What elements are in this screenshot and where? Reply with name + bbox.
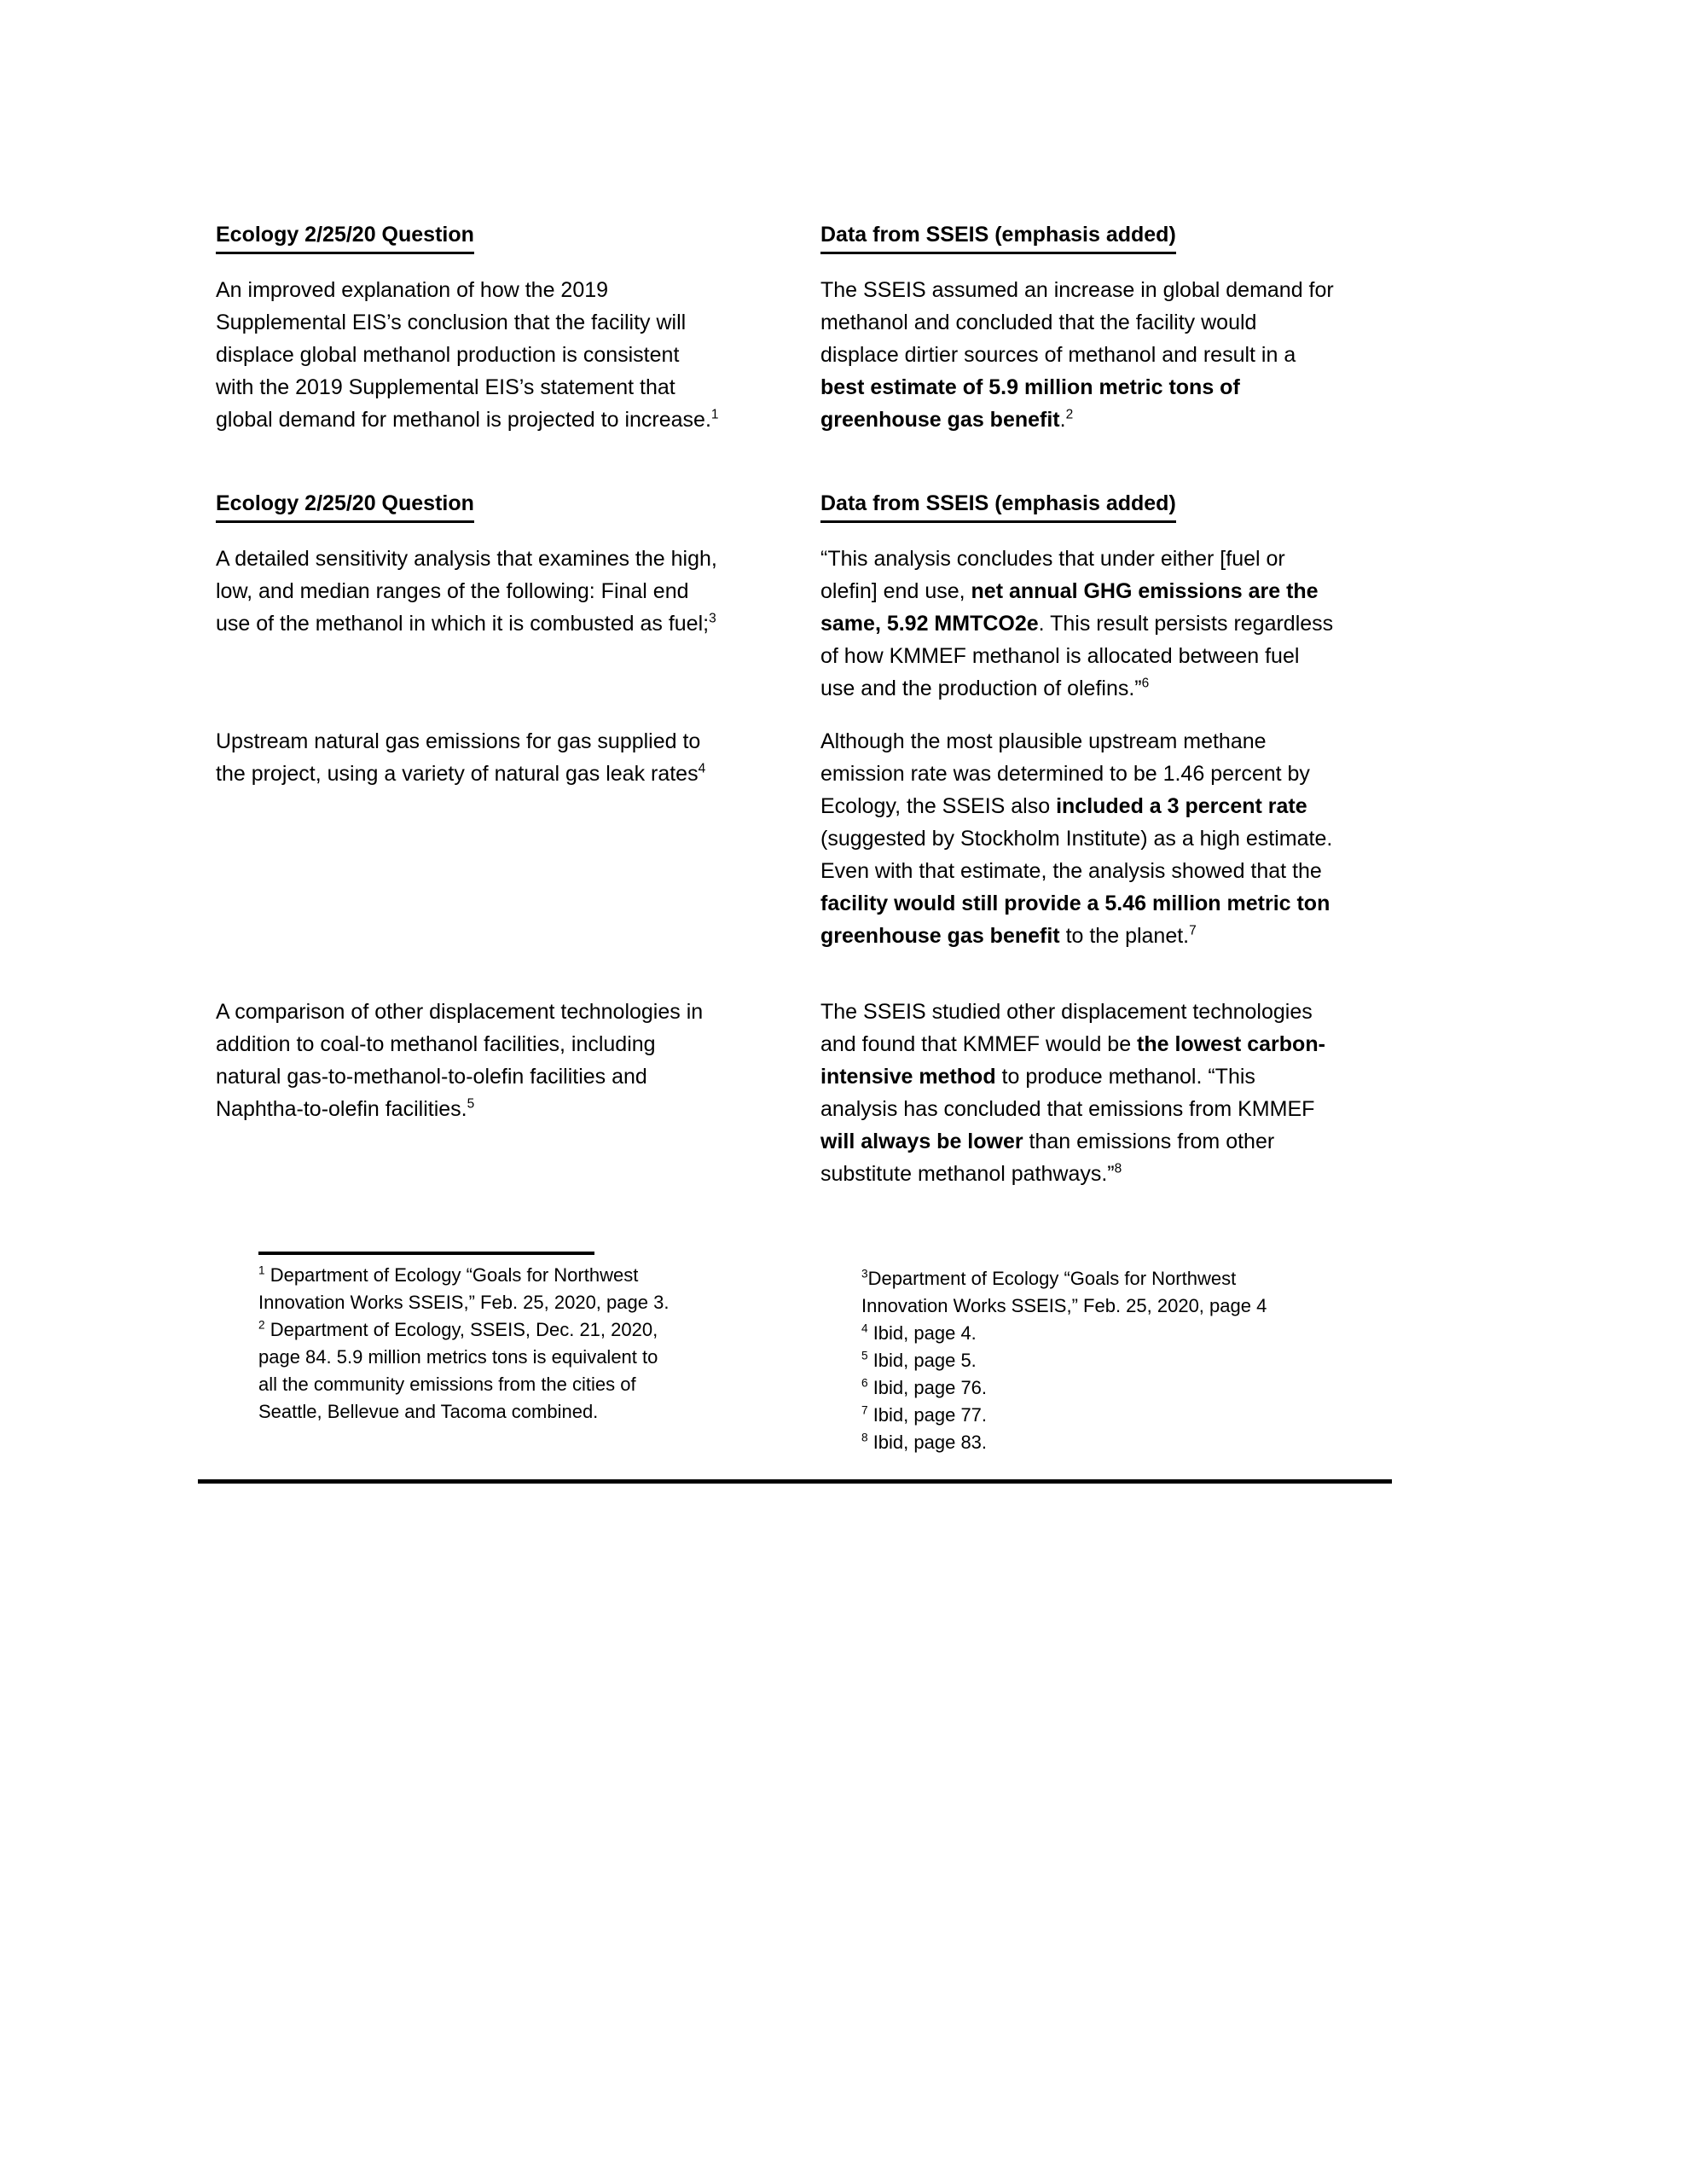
- text-line: Innovation Works SSEIS,” Feb. 25, 2020, page 3.: [258, 1292, 670, 1313]
- text-line: use of the methanol in which it is combusted as fuel;$^3$: [216, 611, 716, 636]
- sseis-heading-1-text: Data from SSEIS (emphasis added): [820, 218, 1176, 254]
- text-line: $^4$ Ibid, page 4.: [861, 1321, 977, 1344]
- text-line: substitute methanol pathways.”$^8$: [820, 1161, 1122, 1186]
- question-heading-2-text: Ecology 2/25/20 Question: [216, 487, 474, 523]
- footnote-reference: 3: [709, 611, 716, 626]
- footnotes-right: [861, 1265, 1407, 1456]
- footnote-reference: 4: [861, 1321, 868, 1335]
- text-line: low, and median ranges of the following: Final end: [216, 579, 689, 603]
- text-line: global demand for methanol is projected to increase.$^1$: [216, 407, 719, 432]
- text-line: Ecology, the SSEIS also included a 3 percent rate: [820, 794, 1307, 818]
- text-line: addition to coal-to methanol facilities, including: [216, 1032, 656, 1056]
- question-paragraph-1: [216, 274, 813, 436]
- text-line: will always be lower than emissions from other: [820, 1130, 1275, 1153]
- footnote-reference: 4: [698, 761, 706, 776]
- text-line: $^8$ Ibid, page 83.: [861, 1431, 988, 1453]
- sseis-heading-1: [820, 218, 1417, 254]
- sseis-heading-2-text: Data from SSEIS (emphasis added): [820, 487, 1176, 523]
- sseis-paragraph-4: [820, 996, 1417, 1190]
- text-line: olefin] end use, net annual GHG emissions are the: [820, 579, 1319, 603]
- text-line: Seattle, Bellevue and Tacoma combined.: [258, 1401, 599, 1422]
- text-line: Naphtha-to-olefin facilities.$^5$: [216, 1096, 475, 1121]
- footnote-reference: 8: [1114, 1161, 1122, 1176]
- footnote-reference: 2: [1065, 407, 1074, 422]
- question-heading-1-text: Ecology 2/25/20 Question: [216, 218, 474, 254]
- footnote-reference: 1: [258, 1263, 265, 1277]
- text-line: the project, using a variety of natural gas leak rates$^4$: [216, 761, 706, 786]
- page-bottom-rule: [198, 1479, 1392, 1484]
- text-line: A detailed sensitivity analysis that examines the high,: [216, 547, 717, 571]
- text-line: $^3$Department of Ecology “Goals for Northwest: [861, 1267, 1237, 1289]
- text-line: greenhouse gas benefit to the planet.$^7$: [820, 923, 1197, 948]
- text-line: displace global methanol production is consistent: [216, 343, 680, 367]
- text-line: $^5$ Ibid, page 5.: [861, 1349, 977, 1371]
- question-heading-2: [216, 487, 813, 523]
- footnote-reference: 2: [258, 1318, 265, 1332]
- sseis-paragraph-1: [820, 274, 1417, 436]
- sseis-paragraph-3: [820, 725, 1417, 952]
- footnotes-left: [258, 1262, 804, 1426]
- text-line: (suggested by Stockholm Institute) as a high estimate.: [820, 827, 1333, 851]
- text-line: and found that KMMEF would be the lowest carbon-: [820, 1032, 1325, 1056]
- text-line: greenhouse gas benefit.$^2$: [820, 407, 1074, 432]
- text-line: $^6$ Ibid, page 76.: [861, 1376, 988, 1398]
- text-line: The SSEIS assumed an increase in global demand for: [820, 278, 1334, 302]
- text-line: Upstream natural gas emissions for gas supplied to: [216, 729, 701, 753]
- footnote-reference: 3: [861, 1267, 868, 1281]
- footnote-reference: 1: [710, 407, 719, 422]
- text-line: $^7$ Ibid, page 77.: [861, 1403, 988, 1426]
- text-line: with the 2019 Supplemental EIS’s statement that: [216, 375, 675, 399]
- text-line: A comparison of other displacement technologies in: [216, 1000, 704, 1024]
- footnote-reference: 7: [1189, 923, 1197, 938]
- text-line: use and the production of olefins.”$^6$: [820, 676, 1150, 700]
- question-heading-1: [216, 218, 813, 254]
- footnote-separator-rule: [258, 1252, 594, 1255]
- question-paragraph-4: [216, 996, 813, 1125]
- text-line: The SSEIS studied other displacement technologies: [820, 1000, 1313, 1024]
- text-line: Innovation Works SSEIS,” Feb. 25, 2020, page 4: [861, 1295, 1267, 1316]
- text-line: An improved explanation of how the 2019: [216, 278, 609, 302]
- text-line: displace dirtier sources of methanol and result in a: [820, 343, 1296, 367]
- footnote-reference: 6: [1141, 676, 1150, 691]
- text-line: page 84. 5.9 million metrics tons is equivalent to: [258, 1346, 658, 1368]
- text-line: Supplemental EIS’s conclusion that the facility will: [216, 311, 687, 334]
- footnote-reference: 5: [467, 1096, 475, 1112]
- footnote-reference: 6: [861, 1376, 868, 1390]
- text-line: analysis has concluded that emissions from KMMEF: [820, 1097, 1315, 1121]
- text-line: $^1$ Department of Ecology “Goals for Northwest: [258, 1263, 639, 1286]
- footnote-reference: 8: [861, 1431, 868, 1444]
- text-line: Although the most plausible upstream methane: [820, 729, 1267, 753]
- text-line: facility would still provide a 5.46 million metric ton: [820, 892, 1330, 915]
- sseis-heading-2: [820, 487, 1417, 523]
- text-line: Even with that estimate, the analysis showed that the: [820, 859, 1322, 883]
- text-line: emission rate was determined to be 1.46 percent by: [820, 762, 1310, 786]
- sseis-paragraph-2: [820, 543, 1417, 705]
- text-line: intensive method to produce methanol. “This: [820, 1065, 1255, 1089]
- text-line: methanol and concluded that the facility would: [820, 311, 1257, 334]
- text-line: of how KMMEF methanol is allocated between fuel: [820, 644, 1300, 668]
- text-line: natural gas-to-methanol-to-olefin facilities and: [216, 1065, 647, 1089]
- question-paragraph-2: [216, 543, 813, 640]
- text-line: same, 5.92 MMTCO2e. This result persists regardless: [820, 612, 1334, 636]
- footnote-reference: 5: [861, 1349, 868, 1362]
- question-paragraph-3: [216, 725, 813, 790]
- text-line: all the community emissions from the cities of: [258, 1374, 636, 1395]
- text-line: $^2$ Department of Ecology, SSEIS, Dec. 21, 2020,: [258, 1318, 658, 1340]
- text-line: best estimate of 5.9 million metric tons of: [820, 375, 1240, 399]
- text-line: “This analysis concludes that under either [fuel or: [820, 547, 1285, 571]
- footnote-reference: 7: [861, 1403, 868, 1417]
